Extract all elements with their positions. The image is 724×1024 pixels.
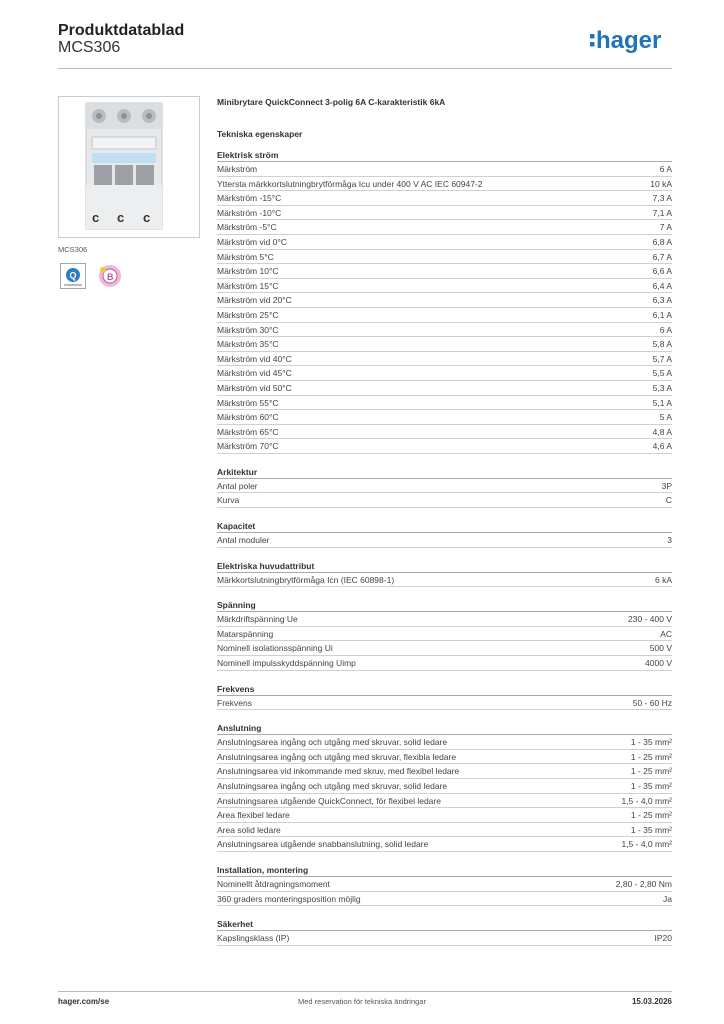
spec-label: Märkdriftspänning Ue (217, 614, 298, 625)
footer-disclaimer: Med reservation för tekniska ändringar (298, 997, 426, 1006)
spec-label: Märkström 60°C (217, 412, 279, 423)
spec-value: 5,1 A (652, 397, 672, 408)
spec-label: Märkström 10°C (217, 266, 279, 277)
spec-value: 50 - 60 Hz (632, 697, 672, 708)
spec-value: 3 (667, 535, 672, 546)
svg-text:Q: Q (69, 270, 77, 281)
technical-properties-title: Tekniska egenskaper (217, 129, 303, 139)
spec-row (217, 794, 672, 809)
spec-value: 1 - 25 mm² (630, 751, 672, 762)
spec-row (217, 493, 672, 508)
footer-divider (58, 991, 672, 992)
spec-value: 3P (661, 480, 672, 491)
spec-label: Anslutningsarea ingång och utgång med skruvar, flexibla ledare (217, 751, 457, 762)
image-caption: MCS306 (58, 245, 88, 254)
spec-row (217, 892, 672, 907)
spec-row (217, 439, 672, 454)
spec-value: 4,6 A (652, 441, 672, 452)
spec-row (217, 352, 672, 367)
spec-row (217, 656, 672, 671)
spec-value: 10 kA (650, 178, 672, 189)
spec-sections (217, 149, 672, 946)
page-title: Produktdatablad (58, 22, 185, 39)
spec-row (217, 220, 672, 235)
section-title: Kapacitet (217, 520, 672, 533)
spec-label: Märkström 65°C (217, 426, 279, 437)
spec-value: 1 - 35 mm² (630, 737, 672, 748)
spec-label: Anslutningsarea vid inkommande med skruv, med flexibel ledare (217, 766, 460, 777)
section-title: Spänning (217, 599, 672, 612)
spec-value: IP20 (654, 933, 672, 944)
spec-label: Frekvens (217, 697, 252, 708)
spec-value: 4000 V (645, 658, 672, 669)
spec-value: Ja (663, 893, 672, 904)
spec-row (217, 627, 672, 642)
spec-row (217, 612, 672, 627)
spec-value: 1 - 35 mm² (630, 781, 672, 791)
spec-value: 4,8 A (652, 426, 672, 437)
spec-value: 2,80 - 2,80 Nm (615, 878, 672, 889)
spec-row (217, 366, 672, 381)
spec-content (217, 95, 672, 946)
spec-label: Märkström 5°C (217, 251, 274, 262)
spec-label: Märkström -5°C (217, 222, 277, 233)
spec-row (217, 323, 672, 338)
bbb-mark-icon (97, 263, 123, 289)
spec-row (217, 573, 672, 588)
spec-row (217, 779, 672, 794)
spec-label: Märkström vid 50°C (217, 382, 292, 393)
spec-value: 230 - 400 V (628, 614, 672, 625)
spec-label: Märkström vid 20°C (217, 295, 292, 306)
spec-label: Märkström -15°C (217, 193, 282, 204)
spec-label: Märkström 25°C (217, 309, 279, 320)
spec-row (217, 837, 672, 852)
spec-value: 6,1 A (652, 309, 672, 320)
spec-value: 1 - 35 mm² (630, 824, 672, 835)
spec-row (217, 641, 672, 656)
spec-value: 5,7 A (652, 353, 672, 364)
section-title: Frekvens (217, 683, 672, 696)
spec-label: Nominell isolationsspänning Ui (217, 643, 333, 654)
spec-value: 6 A (659, 324, 672, 335)
spec-label: Märkström (217, 164, 258, 174)
spec-row (217, 162, 672, 177)
spec-label: Matarspänning (217, 628, 274, 639)
spec-value: 6,4 A (652, 280, 672, 291)
spec-row (217, 479, 672, 494)
spec-row (217, 279, 672, 294)
spec-value: 500 V (649, 643, 672, 654)
spec-label: Area solid ledare (217, 824, 281, 835)
spec-value: 7,1 A (652, 207, 672, 218)
section-title: Elektriska huvudattribut (217, 560, 672, 573)
spec-row (217, 410, 672, 425)
spec-value: 6,6 A (652, 266, 672, 277)
spec-value: 7 A (659, 222, 672, 233)
spec-value: 6,3 A (652, 295, 672, 306)
spec-value: 1 - 25 mm² (630, 810, 672, 821)
spec-row (217, 425, 672, 440)
spec-label: Märkström vid 45°C (217, 368, 292, 379)
spec-label: Antal moduler (217, 535, 270, 546)
spec-label: Märkström vid 0°C (217, 236, 287, 247)
section-title: Säkerhet (217, 918, 672, 931)
spec-label: Kapslingsklass (IP) (217, 933, 290, 944)
spec-row (217, 396, 672, 411)
spec-label: Märkström 35°C (217, 339, 279, 350)
svg-text:c: c (92, 210, 100, 225)
spec-label: 360 graders monteringsposition möjlig (217, 893, 361, 904)
svg-text:c: c (143, 210, 151, 225)
section-title: Installation, montering (217, 864, 672, 877)
spec-row (217, 250, 672, 265)
spec-row (217, 191, 672, 206)
spec-row (217, 177, 672, 192)
spec-label: Anslutningsarea ingång och utgång med skruvar, solid ledare (217, 781, 448, 791)
section-title: Anslutning (217, 722, 672, 735)
spec-row (217, 206, 672, 221)
svg-text:B: B (107, 272, 114, 282)
spec-label: Anslutningsarea ingång och utgång med skruvar, solid ledare (217, 737, 448, 748)
spec-label: Märkström 15°C (217, 280, 279, 291)
spec-value: 5,3 A (652, 382, 672, 393)
product-code: MCS306 (58, 39, 121, 56)
spec-label: Nominellt åtdragningsmoment (217, 878, 330, 889)
spec-row (217, 877, 672, 892)
spec-row (217, 293, 672, 308)
spec-row (217, 931, 672, 946)
spec-value: 5,8 A (652, 339, 672, 350)
spec-label: Area flexibel ledare (217, 810, 290, 821)
quickconnect-icon (60, 263, 86, 289)
spec-row (217, 308, 672, 323)
spec-label: Märkström vid 40°C (217, 353, 292, 364)
svg-text:c: c (117, 210, 125, 225)
footer-date: 15.03.2026 (631, 997, 672, 1006)
spec-row (217, 823, 672, 838)
spec-value: 6 A (659, 164, 672, 174)
spec-value: 6,7 A (652, 251, 672, 262)
spec-label: Nominell impulsskyddspänning Uimp (217, 658, 356, 669)
spec-label: Yttersta märkkortslutningbrytförmåga Icu under 400 V AC IEC 60947-2 (217, 178, 483, 189)
spec-row (217, 808, 672, 823)
spec-row (217, 235, 672, 250)
spec-label: Anslutningsarea utgående snabbanslutning, solid ledare (217, 839, 429, 850)
spec-label: Märkström 30°C (217, 324, 279, 335)
spec-label: Märkström -10°C (217, 207, 282, 218)
spec-row (217, 337, 672, 352)
spec-value: 1,5 - 4,0 mm² (621, 839, 672, 850)
footer-website: hager.com/se (58, 997, 110, 1006)
spec-row (217, 264, 672, 279)
product-description: Minibrytare QuickConnect 3-polig 6A C-karakteristik 6kA (217, 97, 446, 107)
section-title: Arkitektur (217, 466, 672, 479)
spec-value: 1 - 25 mm² (630, 766, 672, 777)
brand-text: hager (596, 27, 662, 54)
spec-label: Kurva (217, 495, 240, 506)
spec-row (217, 750, 672, 765)
spec-label: Anslutningsarea utgående QuickConnect, för flexibel ledare (217, 795, 441, 806)
spec-row (217, 381, 672, 396)
spec-value: 7,3 A (652, 193, 672, 204)
spec-value: AC (660, 628, 672, 639)
spec-row (217, 696, 672, 711)
spec-value: 6,8 A (652, 236, 672, 247)
spec-value: 5,5 A (652, 368, 672, 379)
spec-value: C (665, 495, 672, 506)
spec-value: 5 A (659, 412, 672, 423)
spec-row (217, 533, 672, 548)
hager-logo (590, 26, 674, 56)
spec-label: Antal poler (217, 480, 258, 491)
spec-value: 6 kA (654, 574, 672, 585)
spec-label: Märkström 70°C (217, 441, 279, 452)
product-image (58, 96, 200, 238)
spec-value: 1,5 - 4,0 mm² (621, 795, 672, 806)
spec-row (217, 735, 672, 750)
section-title: Elektrisk ström (217, 149, 672, 162)
header-divider (58, 68, 672, 69)
spec-label: Märkkortslutningbrytförmåga Icn (IEC 60898-1) (217, 574, 395, 585)
spec-label: Märkström 55°C (217, 397, 279, 408)
spec-row (217, 764, 672, 779)
